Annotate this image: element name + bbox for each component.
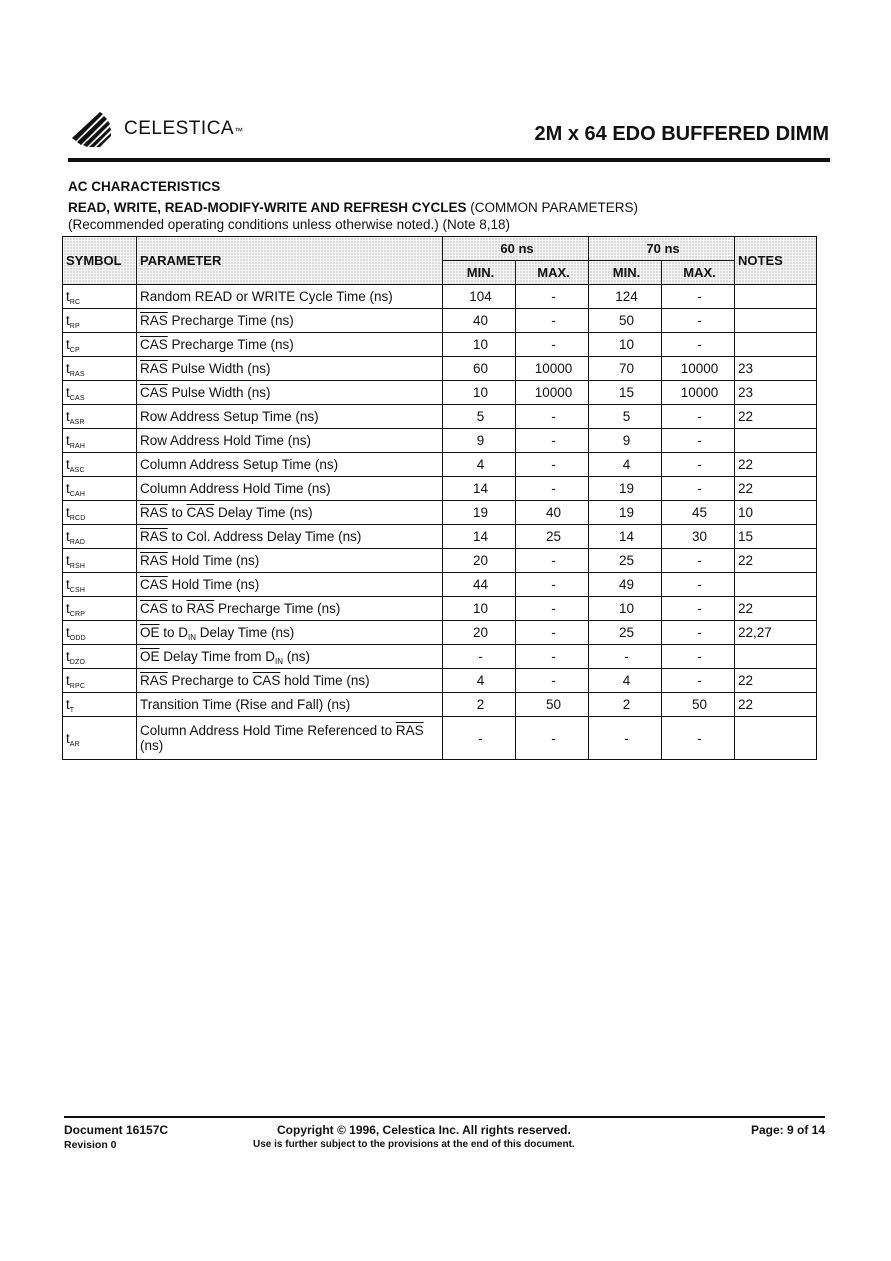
parameter-cell: Column Address Setup Time (ns) [137, 453, 443, 477]
header-symbol: SYMBOL [63, 237, 137, 285]
value-cell-max70: 10000 [662, 357, 735, 381]
value-cell-min70: 25 [589, 621, 662, 645]
value-cell-min60: 5 [443, 405, 516, 429]
notes-cell: 22 [735, 453, 817, 477]
value-cell-min60: 10 [443, 597, 516, 621]
value-cell-max60: 10000 [516, 381, 589, 405]
value-cell-min60: - [443, 645, 516, 669]
value-cell-max60: - [516, 573, 589, 597]
notes-cell: 22 [735, 549, 817, 573]
symbol-cell: $t_{AR}$ [63, 717, 137, 760]
value-cell-min70: 49 [589, 573, 662, 597]
value-cell-min70: 15 [589, 381, 662, 405]
table-row [63, 429, 817, 453]
value-cell-min70: 2 [589, 693, 662, 717]
footer-usage-note: Use is further subject to the provisions at the end of this document. [253, 1139, 575, 1150]
value-cell-min70: 4 [589, 453, 662, 477]
symbol-cell: $t_{CAH}$ [63, 477, 137, 501]
value-cell-max60: - [516, 453, 589, 477]
parameter-cell: $\overline{OE}$ Delay Time from $D_{IN}$ (ns) [137, 645, 443, 669]
parameter-cell: Column Address Hold Time (ns) [137, 477, 443, 501]
table-row [63, 669, 817, 693]
symbol-cell: $t_{ASC}$ [63, 453, 137, 477]
value-cell-max60: 50 [516, 693, 589, 717]
footer-page-number: Page: 9 of 14 [750, 1123, 825, 1137]
notes-cell [735, 285, 817, 309]
parameter-cell: Transition Time (Rise and Fall) (ns) [137, 693, 443, 717]
table-row [63, 309, 817, 333]
notes-cell: 22 [735, 405, 817, 429]
parameter-cell: $\overline{RAS}$ Precharge Time (ns) [137, 309, 443, 333]
symbol-cell: $t_{CP}$ [63, 333, 137, 357]
section-heading: AC CHARACTERISTICS [68, 179, 221, 194]
value-cell-min60: 14 [443, 477, 516, 501]
parameter-cell: $\overline{RAS}$ Hold Time (ns) [137, 549, 443, 573]
header-70ns: 70 ns [589, 237, 735, 261]
celestica-logo-icon [70, 108, 122, 148]
notes-cell [735, 573, 817, 597]
value-cell-max60: - [516, 549, 589, 573]
table-row [63, 477, 817, 501]
parameter-cell: Row Address Setup Time (ns) [137, 405, 443, 429]
value-cell-min70: 10 [589, 597, 662, 621]
notes-cell: 23 [735, 357, 817, 381]
table-row [63, 621, 817, 645]
value-cell-min70: 10 [589, 333, 662, 357]
table-row [63, 405, 817, 429]
value-cell-min60: 104 [443, 285, 516, 309]
value-cell-max60: - [516, 717, 589, 760]
footer-revision: Revision 0 [64, 1139, 117, 1151]
value-cell-min60: - [443, 717, 516, 760]
parameter-cell: $\overline{RAS}$ to $\overline{CAS}$ Delay Time (ns) [137, 501, 443, 525]
value-cell-min60: 60 [443, 357, 516, 381]
brand-name: CELESTICA™ [124, 118, 244, 139]
parameter-cell: $\overline{CAS}$ Precharge Time (ns) [137, 333, 443, 357]
value-cell-max70: - [662, 669, 735, 693]
value-cell-min70: 50 [589, 309, 662, 333]
symbol-cell: $t_{RAH}$ [63, 429, 137, 453]
value-cell-min70: 9 [589, 429, 662, 453]
symbol-cell: $t_{DZO}$ [63, 645, 137, 669]
parameter-cell: $\overline{RAS}$ to Col. Address Delay Time (ns) [137, 525, 443, 549]
symbol-cell: $t_{ASR}$ [63, 405, 137, 429]
value-cell-max70: - [662, 549, 735, 573]
value-cell-min70: 19 [589, 477, 662, 501]
value-cell-min70: 124 [589, 285, 662, 309]
value-cell-max70: - [662, 597, 735, 621]
value-cell-max60: 40 [516, 501, 589, 525]
table-row [63, 597, 817, 621]
value-cell-max70: 50 [662, 693, 735, 717]
notes-cell: 22,27 [735, 621, 817, 645]
header-max-60: MAX. [516, 261, 589, 285]
header-notes: NOTES [735, 237, 817, 285]
value-cell-max60: - [516, 333, 589, 357]
parameter-cell: $\overline{OE}$ to $D_{IN}$ Delay Time (ns) [137, 621, 443, 645]
value-cell-min60: 10 [443, 381, 516, 405]
value-cell-min60: 4 [443, 453, 516, 477]
value-cell-min70: 19 [589, 501, 662, 525]
value-cell-max70: - [662, 645, 735, 669]
table-row [63, 573, 817, 597]
value-cell-min60: 19 [443, 501, 516, 525]
value-cell-max70: - [662, 477, 735, 501]
table-row [63, 717, 817, 760]
value-cell-max70: - [662, 333, 735, 357]
value-cell-min60: 2 [443, 693, 516, 717]
header-parameter: PARAMETER [137, 237, 443, 285]
parameter-cell: Row Address Hold Time (ns) [137, 429, 443, 453]
value-cell-max70: - [662, 573, 735, 597]
symbol-cell: $t_T$ [63, 693, 137, 717]
value-cell-max70: 10000 [662, 381, 735, 405]
notes-cell [735, 309, 817, 333]
footer-rule [64, 1116, 825, 1118]
value-cell-max60: - [516, 621, 589, 645]
parameter-cell: $\overline{RAS}$ Precharge to $\overline{CAS}$ hold Time (ns) [137, 669, 443, 693]
value-cell-max60: 25 [516, 525, 589, 549]
value-cell-max60: - [516, 285, 589, 309]
value-cell-min70: 70 [589, 357, 662, 381]
value-cell-max60: - [516, 597, 589, 621]
symbol-cell: $t_{RP}$ [63, 309, 137, 333]
symbol-cell: $t_{RPC}$ [63, 669, 137, 693]
table-row [63, 357, 817, 381]
notes-cell: 22 [735, 693, 817, 717]
header-min-60: MIN. [443, 261, 516, 285]
notes-cell [735, 429, 817, 453]
parameter-cell: $\overline{CAS}$ Hold Time (ns) [137, 573, 443, 597]
value-cell-max60: - [516, 645, 589, 669]
footer-copyright: Copyright © 1996, Celestica Inc. All rights reserved. [277, 1123, 571, 1137]
notes-cell: 22 [735, 597, 817, 621]
ac-characteristics-table [62, 236, 817, 760]
value-cell-min60: 14 [443, 525, 516, 549]
value-cell-max70: - [662, 453, 735, 477]
header-rule [68, 158, 830, 162]
parameter-cell: $\overline{CAS}$ Pulse Width (ns) [137, 381, 443, 405]
value-cell-max60: - [516, 309, 589, 333]
value-cell-max70: - [662, 405, 735, 429]
table-row [63, 285, 817, 309]
value-cell-min70: 14 [589, 525, 662, 549]
value-cell-min60: 20 [443, 621, 516, 645]
header-min-70: MIN. [589, 261, 662, 285]
value-cell-min60: 44 [443, 573, 516, 597]
symbol-cell: $t_{CAS}$ [63, 381, 137, 405]
symbol-cell: $t_{ODD}$ [63, 621, 137, 645]
value-cell-min60: 9 [443, 429, 516, 453]
value-cell-min70: 5 [589, 405, 662, 429]
header-60ns: 60 ns [443, 237, 589, 261]
value-cell-max60: - [516, 405, 589, 429]
notes-cell [735, 645, 817, 669]
section-subheading: READ, WRITE, READ-MODIFY-WRITE AND REFRESH CYCLES (COMMON PARAMETERS) [68, 200, 639, 215]
symbol-cell: $t_{CSH}$ [63, 573, 137, 597]
value-cell-max60: - [516, 429, 589, 453]
value-cell-min70: 4 [589, 669, 662, 693]
value-cell-min60: 4 [443, 669, 516, 693]
value-cell-max70: 30 [662, 525, 735, 549]
document-title: 2M x 64 EDO BUFFERED DIMM [534, 123, 829, 145]
value-cell-min60: 40 [443, 309, 516, 333]
value-cell-min70: - [589, 717, 662, 760]
notes-cell: 23 [735, 381, 817, 405]
notes-cell [735, 717, 817, 760]
value-cell-max60: - [516, 477, 589, 501]
notes-cell: 22 [735, 477, 817, 501]
parameter-cell: $\overline{CAS}$ to $\overline{RAS}$ Precharge Time (ns) [137, 597, 443, 621]
table-row [63, 525, 817, 549]
value-cell-max70: - [662, 429, 735, 453]
symbol-cell: $t_{CRP}$ [63, 597, 137, 621]
notes-cell [735, 333, 817, 357]
parameter-cell: Random READ or WRITE Cycle Time (ns) [137, 285, 443, 309]
symbol-cell: $t_{RAS}$ [63, 357, 137, 381]
value-cell-min70: 25 [589, 549, 662, 573]
parameter-cell: $\overline{RAS}$ Pulse Width (ns) [137, 357, 443, 381]
value-cell-max70: - [662, 717, 735, 760]
symbol-cell: $t_{RSH}$ [63, 549, 137, 573]
table-row [63, 453, 817, 477]
value-cell-max70: - [662, 285, 735, 309]
value-cell-max70: - [662, 621, 735, 645]
value-cell-max60: - [516, 669, 589, 693]
symbol-cell: $t_{RC}$ [63, 285, 137, 309]
table-row [63, 333, 817, 357]
parameter-cell: Column Address Hold Time Referenced to $\overline{RAS}$ (ns) [137, 717, 443, 760]
value-cell-min60: 20 [443, 549, 516, 573]
symbol-cell: $t_{RCD}$ [63, 501, 137, 525]
symbol-cell: $t_{RAD}$ [63, 525, 137, 549]
footer-document-number: Document 16157C [64, 1123, 169, 1137]
value-cell-max70: - [662, 309, 735, 333]
value-cell-max60: 10000 [516, 357, 589, 381]
value-cell-min60: 10 [443, 333, 516, 357]
conditions-note: (Recommended operating conditions unless otherwise noted.) (Note 8,18) [68, 217, 510, 232]
table-row [63, 645, 817, 669]
notes-cell: 22 [735, 669, 817, 693]
value-cell-min70: - [589, 645, 662, 669]
header-max-70: MAX. [662, 261, 735, 285]
notes-cell: 10 [735, 501, 817, 525]
table-row [63, 381, 817, 405]
table-row [63, 501, 817, 525]
value-cell-max70: 45 [662, 501, 735, 525]
notes-cell: 15 [735, 525, 817, 549]
table-row [63, 693, 817, 717]
table-row [63, 549, 817, 573]
